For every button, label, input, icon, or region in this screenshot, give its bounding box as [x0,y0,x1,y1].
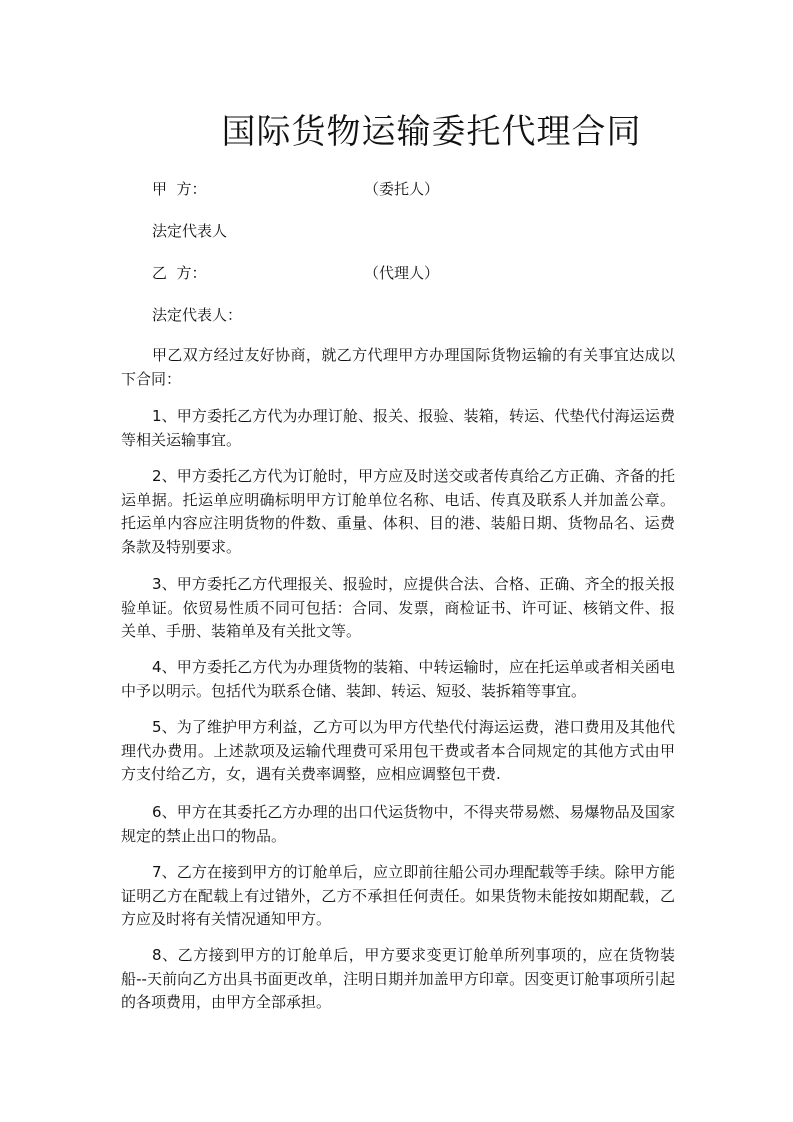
clause-6: 6、甲方在其委托乙方办理的出口代运货物中，不得夹带易燃、易爆物品及国家规定的禁止出口的物品。 [121,803,675,845]
party-a-label: 甲 方： [152,180,207,198]
party-a-role: （委托人） [364,180,440,198]
clause-5: 5、为了维护甲方利益，乙方可以为甲方代垫代付海运运费，港口费用及其他代理代办费用。上述款项及运输代理费可采用包干费或者本合同规定的其他方式由甲方支付给乙方，女，遇有关费率调整，应相应调整包干费. [121,718,675,783]
party-b-rep-label: 法定代表人： [152,306,243,324]
party-b-rep-line [152,305,242,326]
clause-3: 3、甲方委托乙方代理报关、报验时，应提供合法、合格、正确、齐全的报关报验单证。依贸易性质不同可包括：合同、发票，商检证书、许可证、核销文件、报关单、手册、装箱单及有关批文等。 [121,575,675,640]
clause-1: 1、甲方委托乙方代为办理订舱、报关、报验、装箱，转运、代垫代付海运运费等相关运输事宜。 [121,407,675,449]
clause-4: 4、甲方委托乙方代为办理货物的装箱、中转运输时，应在托运单或者相关函电中予以明示。包括代为联系仓储、装卸、转运、短驳、装拆箱等事宜。 [121,658,675,700]
clause-7: 7、乙方在接到甲方的订舱单后，应立即前往船公司办理配载等手续。除甲方能证明乙方在配载上有过错外，乙方不承担任何责任。如果货物未能按如期配载，乙方应及时将有关情况通知甲方。 [121,863,675,928]
party-a-line [152,179,440,200]
preamble-paragraph: 甲乙双方经过友好协商，就乙方代理甲方办理国际货物运输的有关事宜达成以下合同： [121,346,675,388]
clause-2: 2、甲方委托乙方代为订舱时，甲方应及时送交或者传真给乙方正确、齐备的托运单据。托运单应明确标明甲方订舱单位名称、电话、传真及联系人并加盖公章。托运单内容应注明货物的件数、重量、体积、目的港、装船日期、货物品名、运费条款及特别要求。 [121,467,675,556]
party-a-rep-line [152,221,227,242]
party-b-role: （代理人） [364,264,440,282]
party-b-line [152,263,440,284]
clause-8: 8、乙方接到甲方的订舱单后，甲方要求变更订舱单所列事项的，应在货物装船--天前向乙方出具书面更改单，注明日期并加盖甲方印章。因变更订舱事项所引起的各项费用，由甲方全部承担。 [121,946,675,1011]
contract-title: 国际货物运输委托代理合同 [221,112,642,152]
party-b-label: 乙 方： [152,264,207,282]
party-a-rep-label: 法定代表人 [152,222,228,240]
